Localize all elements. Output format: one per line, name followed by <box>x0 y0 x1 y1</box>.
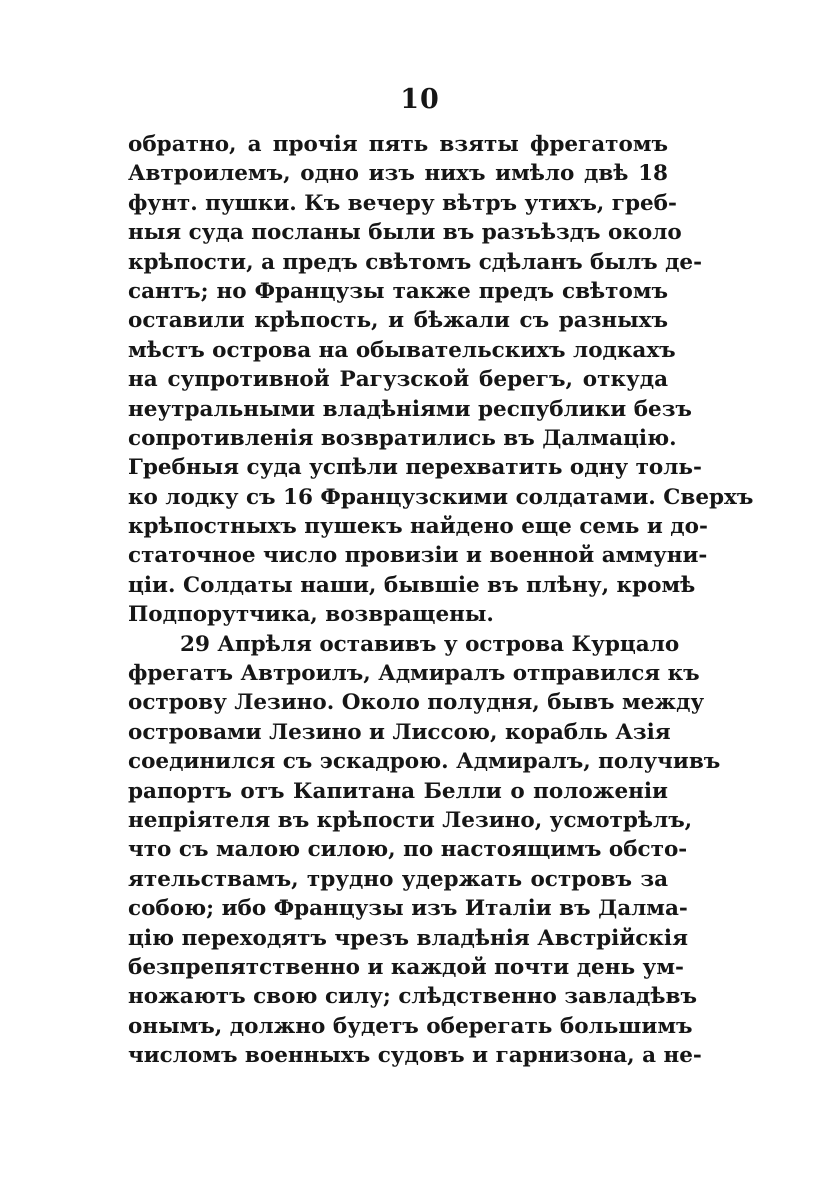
text-line: собою; ибо Французы изъ Италіи въ Далма- <box>128 896 688 922</box>
text-line: неутральными владѣніями республики безъ <box>128 396 692 422</box>
text-line: ко лодку съ 16 Французскими солдатами. Сверхъ <box>128 484 754 510</box>
text-line: крѣпости, а предъ свѣтомъ сдѣланъ былъ де- <box>128 249 703 275</box>
text-line: ціи. Солдаты наши, бывшіе въ плѣну, кромѣ <box>128 572 696 598</box>
text-line: Автроилемъ, одно изъ нихъ имѣло двѣ 18 <box>128 161 668 187</box>
text-line: острову Лезино. Около полудня, бывъ между <box>128 690 705 716</box>
text-line: островами Лезино и Лиссою, корабль Азія <box>128 719 671 745</box>
text-line: числомъ военныхъ судовъ и гарнизона, а не- <box>128 1043 702 1069</box>
body-text <box>128 130 754 1071</box>
text-line: ножаютъ свою силу; слѣдственно завладѣвъ <box>128 984 697 1010</box>
text-line: Подпорутчика, возвращены. <box>128 602 494 628</box>
text-line: сопротивленія возвратились въ Далмацію. <box>128 425 677 451</box>
text-line: на супротивной Рагузской берегъ, откуда <box>128 367 668 393</box>
paragraph-2 <box>128 630 721 1071</box>
text-line: ятельствамъ, трудно удержать островъ за <box>128 866 668 892</box>
text-line: мѣстъ острова на обывательскихъ лодкахъ <box>128 337 676 363</box>
text-line: 29 Апрѣля оставивъ у острова Курцало <box>180 631 680 657</box>
text-line: непріятеля въ крѣпости Лезино, усмотрѣлъ, <box>128 807 693 833</box>
text-line: что съ малою силою, по настоящимъ обсто- <box>128 837 688 863</box>
page-number: 10 <box>400 84 440 115</box>
text-line: фунт. пушки. Къ вечеру вѣтръ утихъ, греб- <box>128 190 677 216</box>
text-line: рапортъ отъ Капитана Белли о положеніи <box>128 778 668 804</box>
text-line: оставили крѣпость, и бѣжали съ разныхъ <box>128 308 668 334</box>
paragraph-1 <box>128 130 754 630</box>
text-line: крѣпостныхъ пушекъ найдено еще семь и до- <box>128 514 708 540</box>
text-line: онымъ, должно будетъ оберегать большимъ <box>128 1013 693 1039</box>
text-line: соединился съ эскадрою. Адмиралъ, получивъ <box>128 749 721 775</box>
text-line: статочное число провизіи и военной аммуни- <box>128 543 708 569</box>
text-line: цію переходятъ чрезъ владѣнія Австрійскія <box>128 925 688 951</box>
text-line: сантъ; но Французы также предъ свѣтомъ <box>128 278 668 304</box>
text-line: ныя суда посланы были въ разъѣздъ около <box>128 220 682 246</box>
text-line: обратно, а прочія пять взяты фрегатомъ <box>128 132 668 157</box>
text-line: Гребныя суда успѣли перехватить одну толь- <box>128 455 702 481</box>
text-line: фрегатъ Автроилъ, Адмиралъ отправился къ <box>128 661 700 687</box>
text-line: безпрепятственно и каждой почти день ум- <box>128 954 684 980</box>
